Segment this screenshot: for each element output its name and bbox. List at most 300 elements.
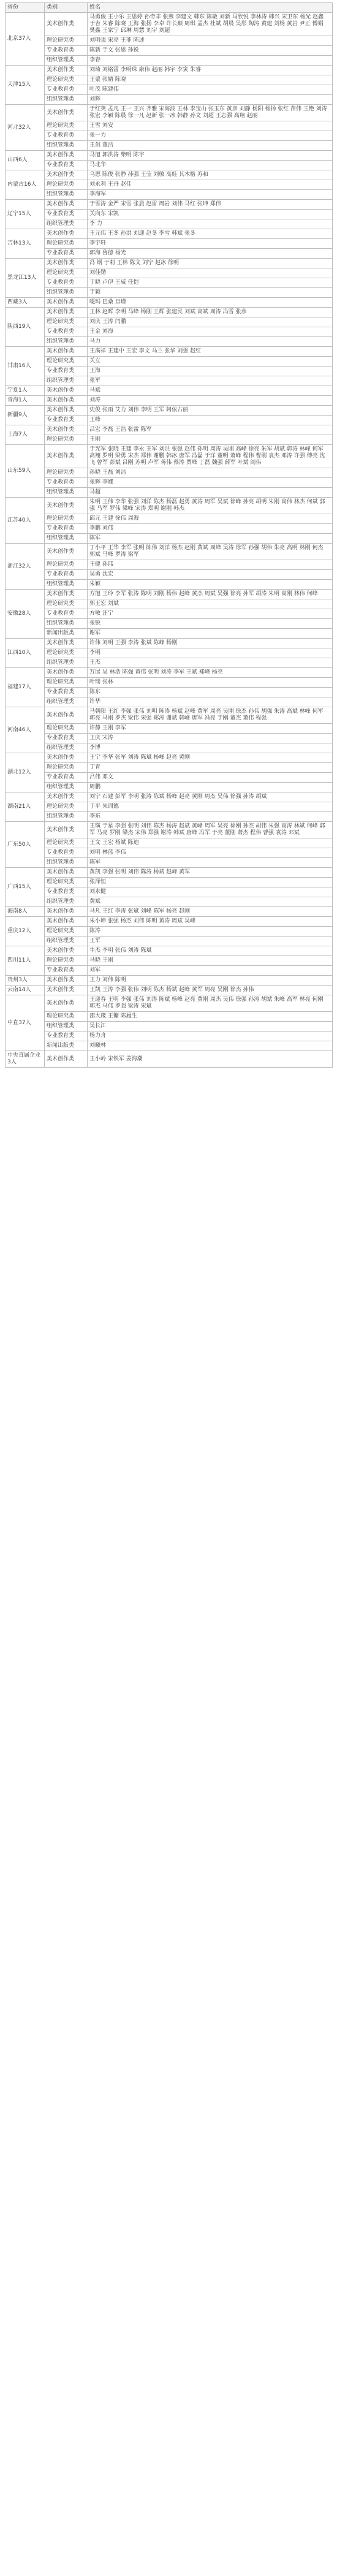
category-cell: 组织管理类 (45, 619, 88, 629)
category-cell: 专业教育类 (45, 161, 88, 170)
category-cell: 美术创作类 (45, 200, 88, 210)
names-cell: 王迎春 王明 李强 张伟 刘涛 陈斌 杨峰 赵亮 黄刚 周杰 吴伟 徐强 孙涛 胡斌 朱峰 高军 林亮 何刚 郭杰 马伟 罗强 梁涛 宋斌 (88, 995, 333, 1012)
category-cell: 美术创作类 (45, 544, 88, 560)
names-cell: 王林 赵晖 李明 马峰 杨刚 王辉 张建民 刘斌 高斌 周涛 冯雪 张彦 (88, 308, 333, 317)
category-cell: 组织管理类 (45, 488, 88, 498)
province-cell: 黑龙江13人 (6, 259, 45, 298)
category-cell: 专业教育类 (45, 524, 88, 534)
category-cell: 专业教育类 (45, 848, 88, 858)
category-cell: 理论研究类 (45, 239, 88, 249)
province-cell: 安徽28人 (6, 590, 45, 639)
province-cell: 山西6人 (6, 151, 45, 170)
names-cell: 史俊 张雨 艾力 刘伟 李明 王军 阿依古丽 (88, 406, 333, 416)
names-cell: 于红英 孟凡 王一 王兴 齐雅 宋海波 王林 李宝山 张玉东 黄彦 刘静 杨阳 杨扬 张红 苗伟 王艳 刘涛 张宏 李颖 陈晨 徐一凡 赵新 张一冰 韩静 孙文 刘超 王志强 高翔 赵丽 (88, 105, 333, 121)
category-cell: 美术创作类 (45, 386, 88, 396)
category-cell: 组织管理类 (45, 534, 88, 544)
category-cell: 专业教育类 (45, 570, 88, 580)
table-row (6, 1012, 333, 1022)
names-cell: 丁小平 王华 李军 张明 陈伟 刘洋 杨杰 赵刚 黄斌 周峰 吴涛 徐军 孙强 胡伟 朱亮 高明 林刚 何杰 郭斌 马峰 罗涛 梁军 (88, 544, 333, 560)
names-cell: 刘明 林蓝 李伟 (88, 848, 333, 858)
table-row (6, 337, 333, 347)
names-cell: 孙晓 王磊 刘洁 (88, 468, 333, 478)
names-cell: 王宁 李华 张军 刘涛 陈斌 杨峰 赵亮 黄刚 (88, 753, 333, 763)
names-cell: 王文 王宏 杨斌 陈迪 (88, 838, 333, 848)
table-row (6, 678, 333, 688)
category-cell: 理论研究类 (45, 956, 88, 966)
names-cell: 王满祥 王建中 王宏 李文 马兰 张华 刘强 赵红 (88, 347, 333, 357)
names-cell: 黄凯 李强 张明 刘伟 陈涛 杨斌 赵峰 黄军 (88, 868, 333, 878)
table-row (6, 13, 333, 36)
table-row (6, 812, 333, 822)
table-row (6, 599, 333, 609)
category-cell: 专业教育类 (45, 1032, 88, 1041)
province-cell: 陕西19人 (6, 308, 45, 347)
table-row (6, 688, 333, 697)
category-cell: 理论研究类 (45, 648, 88, 658)
category-cell: 组织管理类 (45, 783, 88, 792)
names-cell: 冯 钢 于莉 王林 陈文 刘宁 赵冰 徐明 (88, 259, 333, 268)
names-cell: 方敏 汪宁 (88, 609, 333, 619)
names-cell: 王金 刘海 (88, 327, 333, 337)
category-cell: 专业教育类 (45, 966, 88, 976)
names-cell: 朱小坤 张强 杨杰 刘伟 陈明 黄涛 周斌 吴峰 (88, 917, 333, 927)
table-row (6, 858, 333, 868)
province-cell: 新疆9人 (6, 406, 45, 425)
category-cell: 美术创作类 (45, 347, 88, 357)
table-row (6, 724, 333, 734)
category-cell: 专业教育类 (45, 327, 88, 337)
names-cell: 李 力 (88, 219, 333, 229)
category-cell: 理论研究类 (45, 268, 88, 278)
table-row (6, 1022, 333, 1032)
names-cell: 马超 (88, 488, 333, 498)
category-cell: 美术创作类 (45, 946, 88, 956)
names-cell: 吕伟 邓文 (88, 773, 333, 783)
category-cell: 美术创作类 (45, 406, 88, 416)
category-cell: 组织管理类 (45, 376, 88, 386)
category-cell: 组织管理类 (45, 580, 88, 590)
table-row (6, 56, 333, 66)
names-cell: 王元伟 王冬 孙洪 刘迎 赵冬 李雪 韩斌 张冬 (88, 229, 333, 239)
province-cell: 内蒙古16人 (6, 170, 45, 200)
category-cell: 美术创作类 (45, 639, 88, 648)
category-cell: 专业教育类 (45, 210, 88, 219)
table-row (6, 609, 333, 619)
category-cell: 美术创作类 (45, 308, 88, 317)
header-category: 类别 (45, 3, 88, 13)
table-row (6, 308, 333, 317)
names-cell: 王杰 (88, 658, 333, 668)
category-cell: 新闻出版类 (45, 1041, 88, 1051)
category-cell: 理论研究类 (45, 763, 88, 773)
province-cell: 湖北12人 (6, 753, 45, 792)
names-cell: 王力 刘伟 陈明 (88, 976, 333, 986)
table-row (6, 75, 333, 85)
table-row (6, 105, 333, 121)
category-cell: 理论研究类 (45, 36, 88, 46)
category-cell: 专业教育类 (45, 478, 88, 488)
province-cell: 中央直属企业3人 (6, 1051, 45, 1068)
table-row (6, 200, 333, 210)
table-row (6, 524, 333, 534)
category-cell: 美术创作类 (45, 13, 88, 36)
table-row (6, 792, 333, 802)
names-cell: 李春 (88, 56, 333, 66)
province-cell: 福建17人 (6, 668, 45, 707)
table-row (6, 478, 333, 488)
category-cell: 组织管理类 (45, 288, 88, 298)
category-cell: 专业教育类 (45, 131, 88, 141)
table-row (6, 937, 333, 946)
table-row (6, 268, 333, 278)
category-cell: 组织管理类 (45, 95, 88, 105)
province-cell: 江苏40人 (6, 498, 45, 544)
category-cell: 美术创作类 (45, 66, 88, 75)
table-row (6, 773, 333, 783)
names-cell: 刘涛 (88, 396, 333, 406)
table-row (6, 907, 333, 917)
names-cell: 周鹏 (88, 783, 333, 792)
category-cell: 组织管理类 (45, 141, 88, 151)
table-row (6, 544, 333, 560)
names-cell: 郭玉宏 刘斌 (88, 599, 333, 609)
table-row (6, 131, 333, 141)
names-cell: 陈军 (88, 858, 333, 868)
category-cell: 专业教育类 (45, 416, 88, 425)
category-cell: 美术创作类 (45, 151, 88, 161)
table-row (6, 288, 333, 298)
table-row (6, 219, 333, 229)
table-row (6, 347, 333, 357)
category-cell: 美术创作类 (45, 917, 88, 927)
category-cell: 专业教育类 (45, 688, 88, 697)
table-row (6, 639, 333, 648)
table-row (6, 658, 333, 668)
table-row (6, 161, 333, 170)
names-cell: 许伟 刘明 王强 李涛 张斌 陈峰 杨刚 (88, 639, 333, 648)
names-cell: 于晓 卢伊 王威 任恺 (88, 278, 333, 288)
province-cell: 山东59人 (6, 445, 45, 498)
table-row (6, 367, 333, 376)
table-row (6, 956, 333, 966)
names-cell: 张锐 (88, 619, 333, 629)
names-cell: 刘曦林 (88, 1041, 333, 1051)
names-cell: 王刚 (88, 435, 333, 445)
table-row (6, 986, 333, 995)
category-cell: 理论研究类 (45, 121, 88, 131)
category-cell: 美术创作类 (45, 298, 88, 308)
names-cell: 乌恩 陈俊 张静 孙强 王莹 刘敏 高娃 其木格 苏和 (88, 170, 333, 180)
table-row (6, 648, 333, 658)
category-cell: 理论研究类 (45, 678, 88, 688)
names-cell: 王峰 (88, 416, 333, 425)
category-cell: 专业教育类 (45, 85, 88, 95)
category-cell: 美术创作类 (45, 396, 88, 406)
category-cell: 美术创作类 (45, 792, 88, 802)
province-cell: 北京37人 (6, 13, 45, 66)
table-row (6, 878, 333, 887)
table-row (6, 897, 333, 907)
table-row (6, 734, 333, 743)
table-row (6, 376, 333, 386)
table-row (6, 802, 333, 812)
names-cell: 马斌 (88, 386, 333, 396)
category-cell: 组织管理类 (45, 1022, 88, 1032)
names-cell: 关向东 宋凯 (88, 210, 333, 219)
category-cell: 美术创作类 (45, 425, 88, 435)
names-cell: 陈东 (88, 688, 333, 697)
category-cell: 理论研究类 (45, 180, 88, 190)
province-cell: 河北32人 (6, 105, 45, 151)
table-row (6, 327, 333, 337)
names-cell: 陈军 (88, 534, 333, 544)
category-cell: 美术创作类 (45, 868, 88, 878)
table-row (6, 1051, 333, 1068)
table-row (6, 36, 333, 46)
names-cell: 邱元 王建 徐伟 周海 (88, 514, 333, 524)
names-cell: 郭海 鲁德 杨光 (88, 249, 333, 259)
category-cell: 美术创作类 (45, 986, 88, 995)
category-cell: 专业教育类 (45, 887, 88, 897)
table-row (6, 278, 333, 288)
category-cell: 美术创作类 (45, 229, 88, 239)
province-cell: 西藏3人 (6, 298, 45, 308)
category-cell: 理论研究类 (45, 838, 88, 848)
names-cell: 于颖 (88, 288, 333, 298)
names-cell: 丁青 (88, 763, 333, 773)
names-cell: 王雪 刘安 (88, 121, 333, 131)
table-row (6, 995, 333, 1012)
category-cell: 理论研究类 (45, 468, 88, 478)
category-cell: 组织管理类 (45, 743, 88, 753)
names-cell: 刘庆 王涛 闫鹏 (88, 317, 333, 327)
table-row (6, 498, 333, 514)
table-row (6, 416, 333, 425)
table-row (6, 743, 333, 753)
names-cell: 刘永健 (88, 887, 333, 897)
province-cell: 广西15人 (6, 868, 45, 907)
table-row (6, 946, 333, 956)
province-cell: 贵州3人 (6, 976, 45, 986)
category-cell: 理论研究类 (45, 560, 88, 570)
header-province: 省份 (6, 3, 45, 13)
table-row (6, 488, 333, 498)
names-cell: 王璜 于星 李强 张明 刘伟 陈杰 杨涛 赵斌 黄峰 周军 吴亮 徐刚 孙杰 胡伟 朱强 高涛 林斌 何峰 郭军 马亮 罗刚 梁杰 宋伟 郑强 谢涛 韩斌 唐峰 冯军 于亮 董刚 萧杰 程伟 曹强 袁涛 邓斌 (88, 822, 333, 838)
table-row (6, 838, 333, 848)
category-cell: 美术创作类 (45, 590, 88, 599)
table-row (6, 887, 333, 897)
names-cell: 吴勇 沈宏 (88, 570, 333, 580)
province-cell: 广东50人 (6, 822, 45, 868)
table-row (6, 170, 333, 180)
category-cell: 美术创作类 (45, 170, 88, 180)
province-cell: 青海1人 (6, 396, 45, 406)
names-cell: 王蒙 张婧 陈晓 (88, 75, 333, 85)
province-cell: 湖南21人 (6, 792, 45, 822)
names-cell: 陈新 于文 张恩 孙锐 (88, 46, 333, 56)
names-cell: 王军 (88, 937, 333, 946)
category-cell: 理论研究类 (45, 75, 88, 85)
category-cell: 组织管理类 (45, 337, 88, 347)
category-cell: 理论研究类 (45, 927, 88, 937)
category-cell: 组织管理类 (45, 190, 88, 200)
province-cell: 上海7人 (6, 425, 45, 445)
names-cell: 吴长江 (88, 1022, 333, 1032)
category-cell: 美术创作类 (45, 822, 88, 838)
table-row (6, 753, 333, 763)
category-cell: 组织管理类 (45, 937, 88, 946)
names-cell: 刘永利 王丹 赵佳 (88, 180, 333, 190)
province-cell: 重庆12人 (6, 917, 45, 946)
names-cell: 李海军 (88, 190, 333, 200)
table-row (6, 406, 333, 416)
names-cell: 马凡 王红 李涛 张斌 刘峰 陈军 杨亮 赵刚 (88, 907, 333, 917)
names-cell: 谢军 (88, 629, 333, 639)
names-cell: 李明 (88, 648, 333, 658)
table-row (6, 468, 333, 478)
category-cell: 美术创作类 (45, 105, 88, 121)
province-cell: 四川11人 (6, 946, 45, 976)
names-cell: 王庆 宋涛 (88, 734, 333, 743)
category-cell: 专业教育类 (45, 249, 88, 259)
table-row (6, 425, 333, 435)
category-cell: 美术创作类 (45, 976, 88, 986)
names-cell: 李博 (88, 743, 333, 753)
names-cell: 王健 孙玮 (88, 560, 333, 570)
table-row (6, 317, 333, 327)
table-row (6, 298, 333, 308)
category-cell: 美术创作类 (45, 907, 88, 917)
names-cell: 王剑 董浩 (88, 141, 333, 151)
table-row (6, 590, 333, 599)
names-cell: 邵大箴 王镛 陈履生 (88, 1012, 333, 1022)
table-row (6, 259, 333, 268)
category-cell: 组织管理类 (45, 56, 88, 66)
category-cell: 美术创作类 (45, 1051, 88, 1068)
province-cell: 天津15人 (6, 66, 45, 105)
table-row (6, 1032, 333, 1041)
table-row (6, 180, 333, 190)
table-row (6, 580, 333, 590)
category-cell: 专业教育类 (45, 367, 88, 376)
province-cell: 云南14人 (6, 986, 45, 995)
names-cell: 马晓 王刚 (88, 956, 333, 966)
table-row (6, 249, 333, 259)
table-row (6, 1041, 333, 1051)
category-cell: 美术创作类 (45, 668, 88, 678)
province-cell: 浙江32人 (6, 544, 45, 590)
table-row (6, 190, 333, 200)
table-row (6, 707, 333, 724)
names-cell: 刘明强 宋亮 王菲 陈述 (88, 36, 333, 46)
table-row (6, 141, 333, 151)
table-row (6, 697, 333, 707)
table-header-row (6, 3, 333, 13)
names-cell: 于平 朱训德 (88, 802, 333, 812)
category-cell: 专业教育类 (45, 278, 88, 288)
province-cell: 海南8人 (6, 907, 45, 917)
category-cell: 美术创作类 (45, 753, 88, 763)
province-cell: 宁夏1人 (6, 386, 45, 396)
category-cell: 美术创作类 (45, 498, 88, 514)
table-row (6, 239, 333, 249)
names-cell: 刘军 (88, 966, 333, 976)
category-cell: 美术创作类 (45, 259, 88, 268)
names-cell: 刘辉 (88, 95, 333, 105)
table-row (6, 976, 333, 986)
table-row (6, 66, 333, 75)
table-row (6, 868, 333, 878)
table-row (6, 445, 333, 468)
names-cell: 张军 (88, 376, 333, 386)
names-cell: 于雪涛 金严 宋雪 张晨 赵雷 周岩 刘伟 马红 张坤 郑伟 (88, 200, 333, 210)
category-cell: 组织管理类 (45, 897, 88, 907)
table-row (6, 121, 333, 131)
names-cell: 王小岭 宋铁军 姜海潮 (88, 1051, 333, 1068)
names-cell: 黄斌 (88, 897, 333, 907)
names-cell: 马北华 (88, 161, 333, 170)
honoree-table-sheet (5, 2, 332, 1068)
names-cell: 张泽恒 (88, 878, 333, 887)
names-cell: 马朝阳 王红 李强 张伟 刘明 陈涛 杨斌 赵峰 黄军 周亮 吴刚 徐杰 孙伟 胡强 朱涛 高斌 林峰 何军 郭亮 马刚 罗杰 梁伟 宋强 郑涛 谢斌 韩峰 唐军 冯亮 于刚 董杰 萧伟 程强 (88, 707, 333, 724)
table-row (6, 514, 333, 524)
table-row (6, 85, 333, 95)
category-cell: 美术创作类 (45, 445, 88, 468)
names-cell: 许华 (88, 697, 333, 707)
table-row (6, 386, 333, 396)
category-cell: 组织管理类 (45, 858, 88, 868)
province-cell: 中直37人 (6, 995, 45, 1051)
names-cell: 王海 (88, 367, 333, 376)
category-cell: 新闻出版类 (45, 629, 88, 639)
names-cell: 张一力 (88, 131, 333, 141)
category-cell: 理论研究类 (45, 724, 88, 734)
table-row (6, 668, 333, 678)
category-cell: 组织管理类 (45, 812, 88, 822)
province-cell: 甘肃16人 (6, 347, 45, 386)
category-cell: 理论研究类 (45, 802, 88, 812)
category-cell: 理论研究类 (45, 317, 88, 327)
names-cell: 马旭 郭洪涛 柴明 陈宇 (88, 151, 333, 161)
names-cell: 李东 (88, 812, 333, 822)
table-row (6, 966, 333, 976)
province-cell: 江西10人 (6, 639, 45, 668)
category-cell: 理论研究类 (45, 599, 88, 609)
category-cell: 专业教育类 (45, 609, 88, 619)
table-row (6, 570, 333, 580)
table-row (6, 917, 333, 927)
province-cell: 河南46人 (6, 707, 45, 753)
names-cell: 关立 (88, 357, 333, 367)
names-cell: 万展 吴 林浩 陈强 黄伟 张明 刘涛 李军 王斌 郑峰 杨亮 (88, 668, 333, 678)
category-cell: 专业教育类 (45, 734, 88, 743)
category-cell: 理论研究类 (45, 357, 88, 367)
category-cell: 理论研究类 (45, 1012, 88, 1022)
category-cell: 理论研究类 (45, 514, 88, 524)
names-cell: 刘琦 刘铭雷 李明珠 康伟 赵丽 韩宇 李寅 朱睿 (88, 66, 333, 75)
names-cell: 朱颖 (88, 580, 333, 590)
table-row (6, 151, 333, 161)
province-cell: 吉林13人 (6, 229, 45, 259)
table-row (6, 534, 333, 544)
honoree-table (5, 2, 333, 1068)
table-row (6, 396, 333, 406)
names-cell: 杨力舟 (88, 1032, 333, 1041)
table-row (6, 229, 333, 239)
header-names: 姓名 (88, 3, 333, 13)
category-cell: 理论研究类 (45, 435, 88, 445)
names-cell: 李宇轩 (88, 239, 333, 249)
